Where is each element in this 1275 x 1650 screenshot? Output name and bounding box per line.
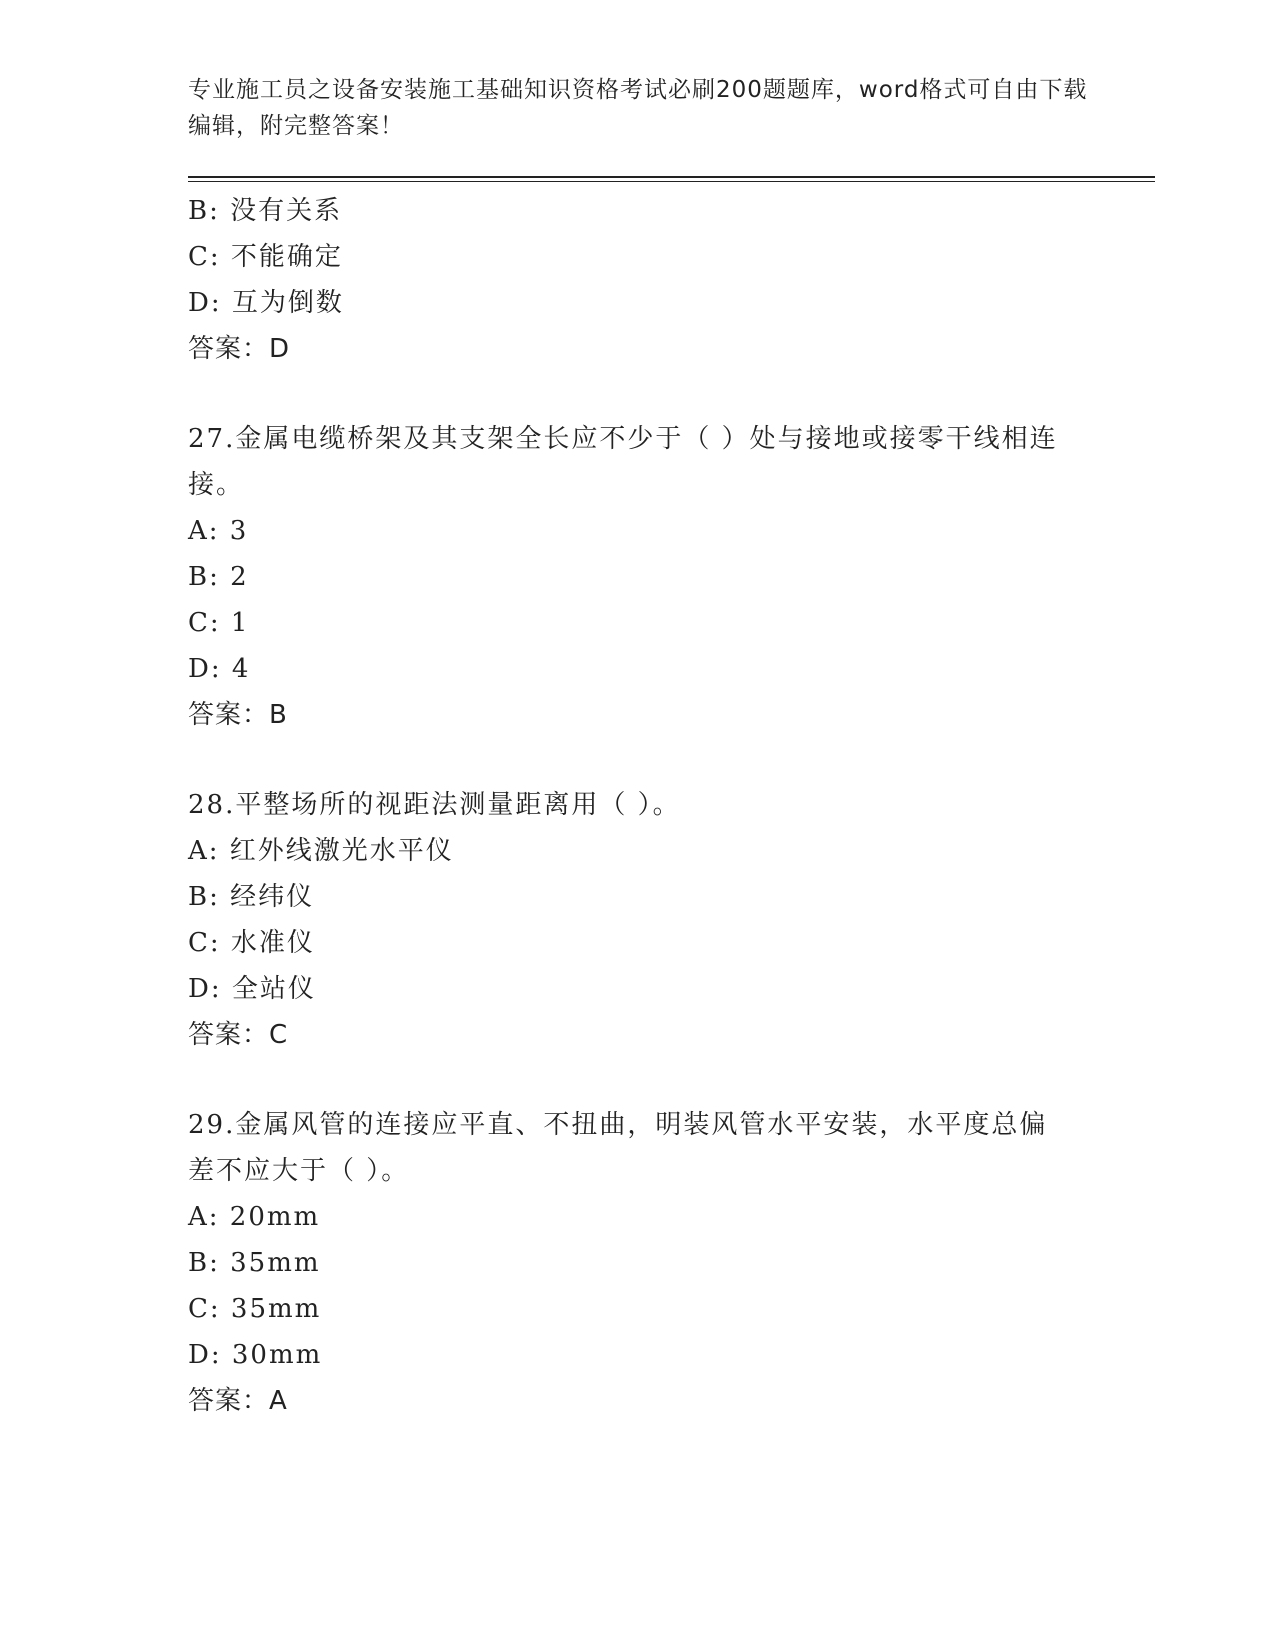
answer-line: 答案：B (188, 700, 288, 730)
answer-line: 答案：C (188, 1020, 289, 1050)
option-d: D: 30mm (188, 1340, 323, 1370)
option-c: C: 35mm (188, 1294, 322, 1324)
document-header: 专业施工员之设备安装施工基础知识资格考试必刷200题题库，word格式可自由下载编辑，附完整答案！ (188, 77, 1088, 139)
question-29 (188, 1102, 1088, 1424)
header-rule-thick (188, 176, 1155, 178)
question-stem: 29.金属风管的连接应平直、不扭曲，明装风管水平安装，水平度总偏差不应大于（ ）。 (188, 1110, 1048, 1186)
option-b: B: 35mm (188, 1248, 321, 1278)
option-b: B: 没有关系 (188, 196, 343, 226)
answer-line: 答案：D (188, 334, 291, 364)
answer-line: 答案：A (188, 1386, 288, 1416)
option-d: D: 互为倒数 (188, 288, 344, 318)
question-stem: 27.金属电缆桥架及其支架全长应不少于（ ）处与接地或接零干线相连接。 (188, 424, 1058, 500)
option-c: C: 水准仪 (188, 928, 315, 958)
option-a: A: 20mm (188, 1202, 321, 1232)
option-d: D: 全站仪 (188, 974, 316, 1004)
header-rule-thin (188, 181, 1155, 182)
document-body (188, 188, 1088, 1424)
option-d: D: 4 (188, 654, 251, 684)
option-b: B: 2 (188, 562, 249, 592)
question-27 (188, 416, 1088, 738)
option-c: C: 1 (188, 608, 250, 638)
spacer (188, 1058, 1088, 1102)
question-continued (188, 188, 1088, 372)
spacer (188, 372, 1088, 416)
question-stem: 28.平整场所的视距法测量距离用（ ）。 (188, 790, 681, 820)
option-b: B: 经纬仪 (188, 882, 315, 912)
spacer (188, 738, 1088, 782)
option-c: C: 不能确定 (188, 242, 343, 272)
question-28 (188, 782, 1088, 1058)
option-a: A: 红外线激光水平仪 (188, 836, 454, 866)
option-a: A: 3 (188, 516, 249, 546)
